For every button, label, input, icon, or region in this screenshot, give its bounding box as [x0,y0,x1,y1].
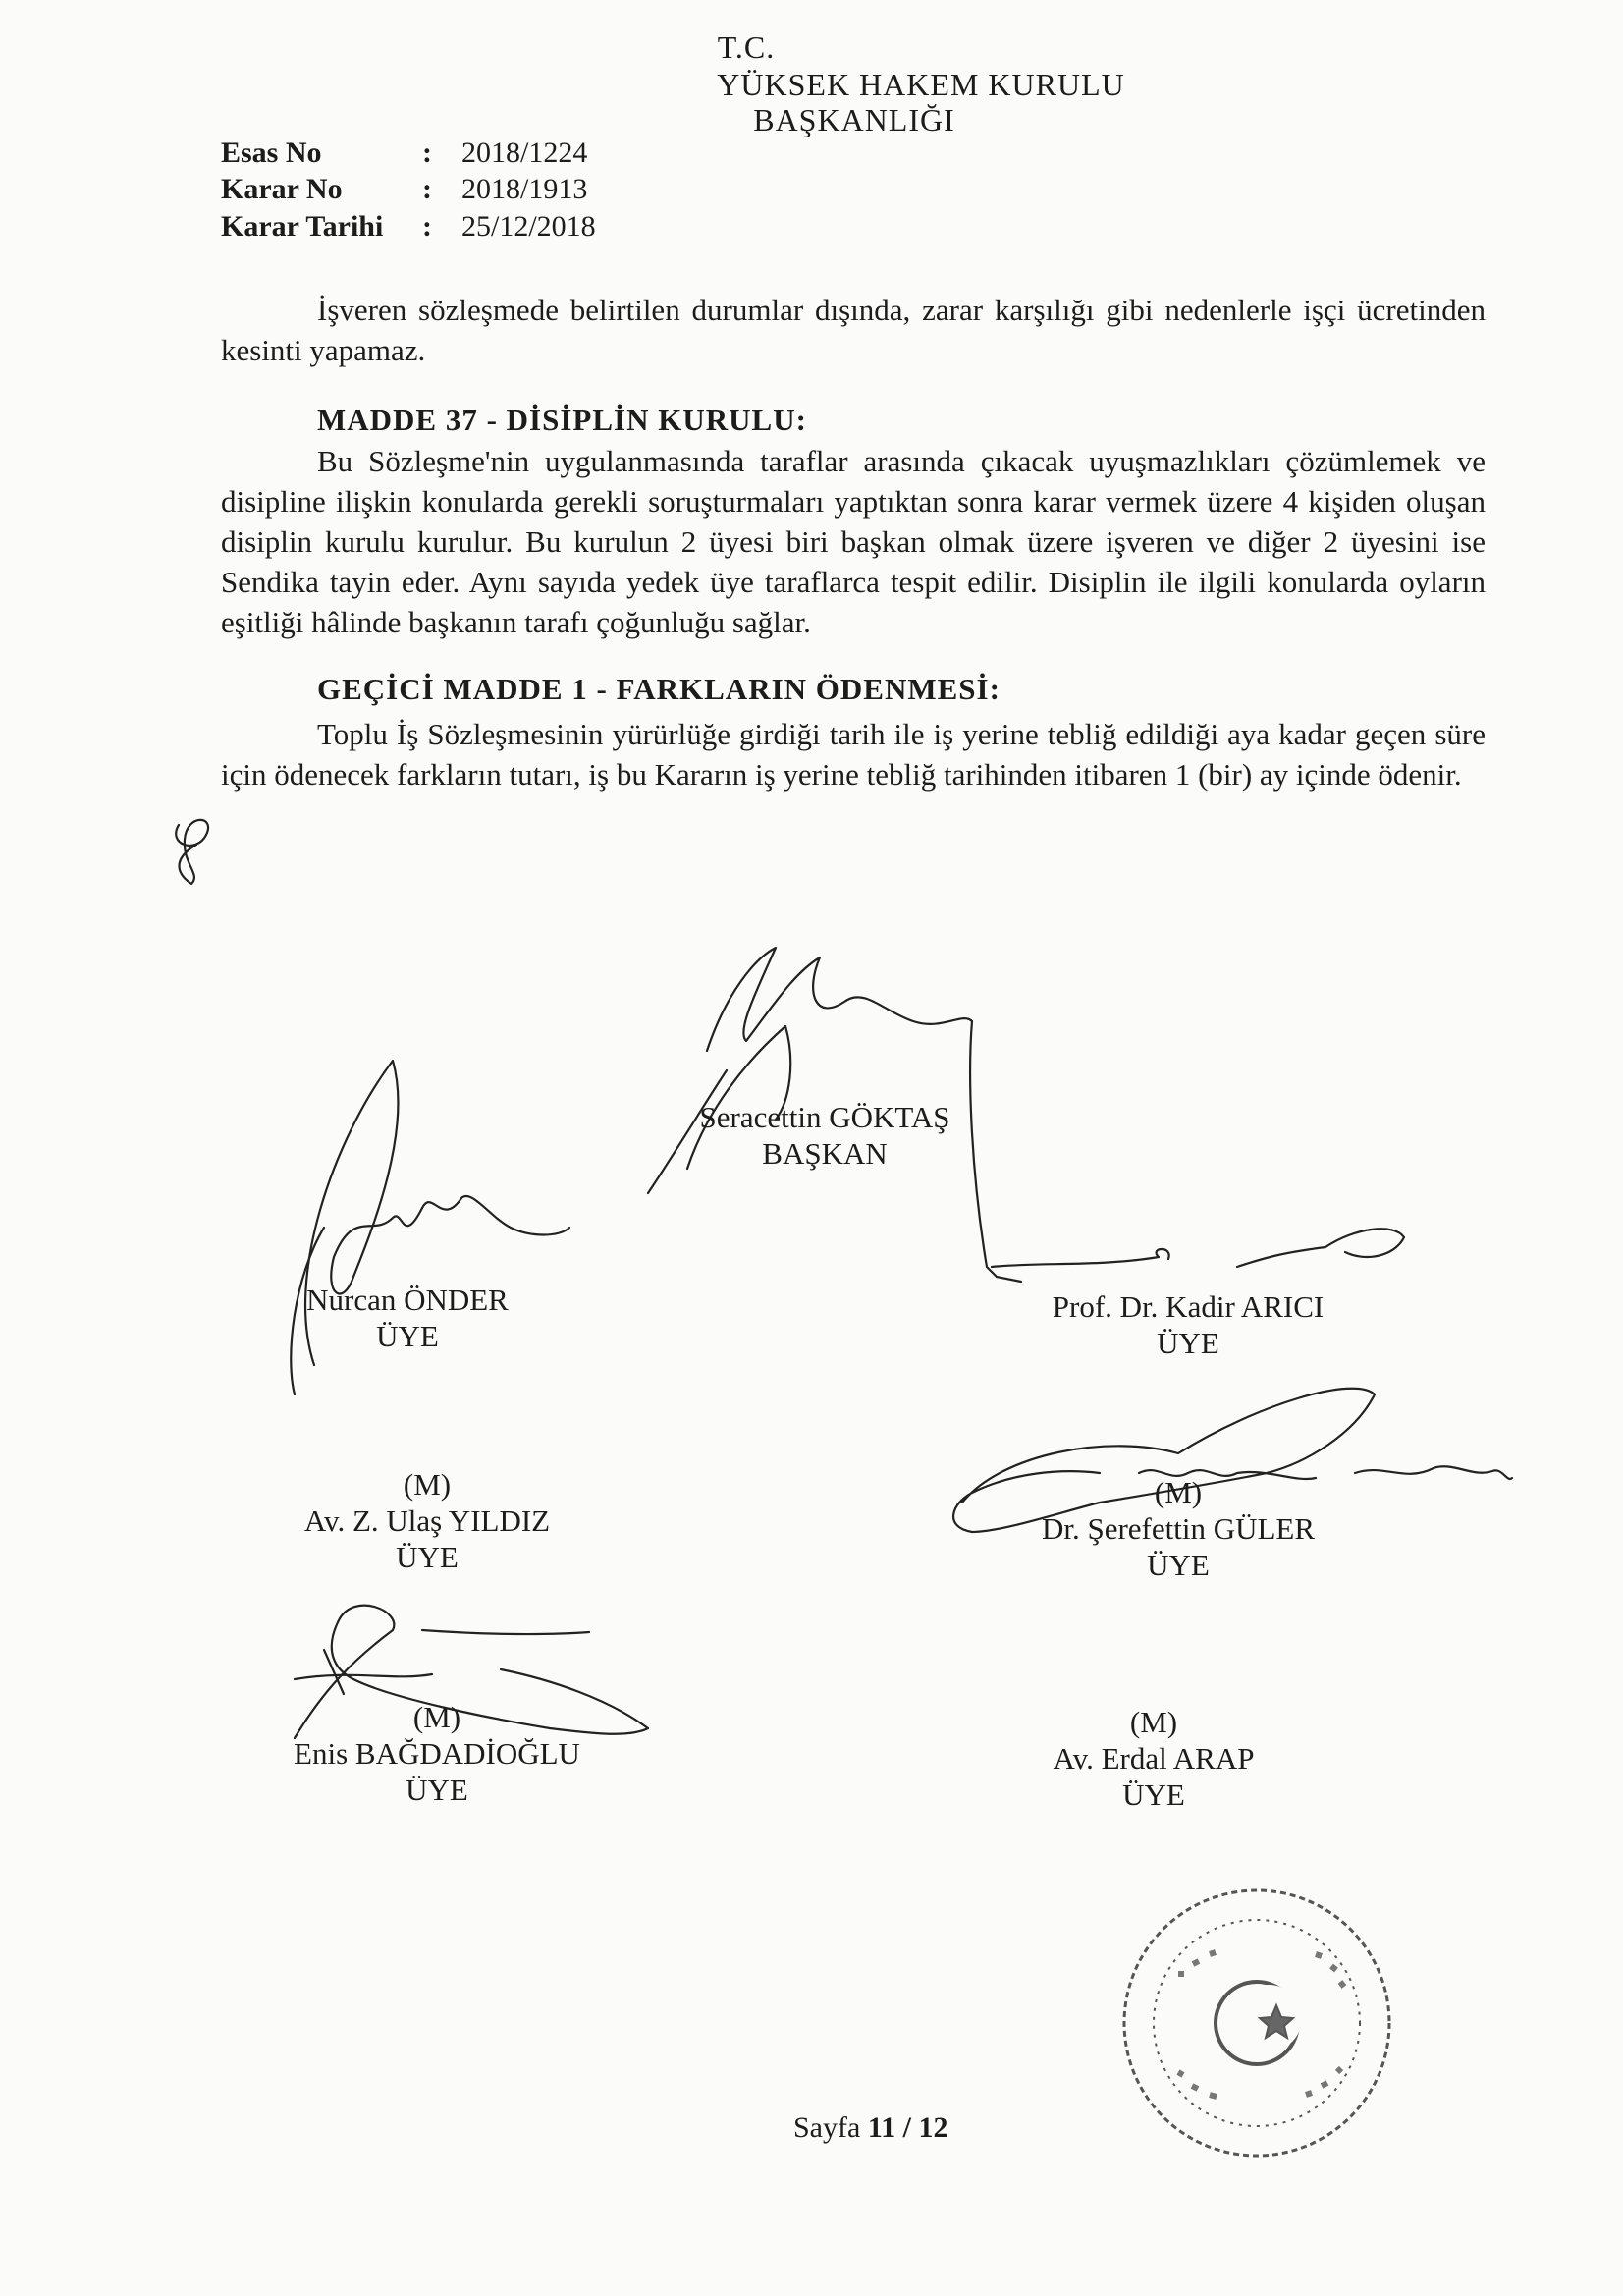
temp-article-1-text: Toplu İş Sözleşmesinin yürürlüğe girdiği tarih ile iş yerine tebliğ edildiği aya kadar geçen süre için ödenecek farkların tutarı, iş bu Kararın iş yerine tebliğ tarihinden itibaren 1 (bir) ay içinde ödenir. [221,717,1486,792]
signatory-role: ÜYE [406,1773,468,1807]
official-seal [1124,1890,1389,2156]
signatory-chair [677,1099,972,1172]
article-37-heading: MADDE 37 - DİSİPLİN KURULU: [317,403,807,437]
signatory-name: Enis BAĞDADİOĞLU [294,1736,580,1771]
margin-initials [176,820,208,884]
signatory-member3 [275,1466,579,1575]
signatory-member2 [1021,1288,1355,1361]
signatory-member5 [285,1699,589,1808]
signatory-name: Prof. Dr. Kadir ARICI [1052,1289,1325,1324]
signatory-name: Seracettin GÖKTAŞ [699,1100,950,1134]
signatory-mark: (M) [1129,1705,1178,1739]
meta-karar-no: Karar No : 2018/1913 [221,173,588,205]
header-institution: YÜKSEK HAKEM KURULU [717,67,1125,102]
signatory-role: ÜYE [1147,1548,1210,1582]
signatory-member1 [265,1282,550,1354]
signatory-name: Av. Z. Ulaş YILDIZ [303,1503,551,1538]
header-tc: T.C. [717,29,776,65]
signature-member2 [1237,1229,1404,1267]
signatory-name: Nurcan ÖNDER [306,1283,509,1317]
meta-esas-no: Esas No : 2018/1224 [221,137,588,169]
signatory-role: ÜYE [1122,1777,1185,1812]
intro-paragraph: İşveren sözleşmede belirtilen durumlar dışında, zarar karşılığı gibi nedenlerle işçi ücretinden kesinti yapamaz. [221,293,1486,367]
page-numbers: 11 / 12 [867,2111,948,2144]
header-office: BAŞKANLIĞI [753,102,955,137]
meta-value: 2018/1224 [461,137,588,169]
signatory-role: ÜYE [396,1540,459,1574]
signatory-member6 [1011,1704,1296,1813]
meta-label: Esas No [221,137,322,169]
meta-value: 25/12/2018 [461,210,596,243]
signatory-role: BAŞKAN [762,1136,888,1171]
meta-label: Karar Tarihi [221,210,384,243]
meta-value: 2018/1913 [461,173,588,205]
signatory-mark: (M) [1154,1475,1203,1509]
article-37-text: Bu Sözleşme'nin uygulanmasında taraflar arasında çıkacak uyuşmazlıkları çözümlemek ve disipline ilişkin konularda gerekli soruşturmaları yaptıktan sonra karar vermek üzere 4 kişiden oluşan disiplin kurulu kurulur. Bu kurulun 2 üyesi biri başkan olmak üzere işveren ve diğer 2 üyesini ise Sendika tayin eder. Aynı sayıda yedek üye taraflarca tespit edilir. Disiplin ile ilgili konularda oyların eşitliği hâlinde başkanın tarafı çoğunluğu sağlar. [221,444,1486,639]
signatory-name: Av. Erdal ARAP [1053,1741,1255,1776]
signatory-role: ÜYE [1157,1326,1219,1360]
page-number [793,2111,948,2145]
signatory-mark: (M) [412,1700,461,1734]
signatory-member4 [1011,1474,1345,1583]
meta-label: Karar No [221,173,343,205]
signatory-mark: (M) [403,1467,452,1502]
page-word: Sayfa [793,2111,861,2144]
signatory-role: ÜYE [376,1319,439,1353]
temp-article-1-heading: GEÇİCİ MADDE 1 - FARKLARIN ÖDENMESİ: [317,672,1001,706]
meta-karar-tarihi: Karar Tarihi : 25/12/2018 [221,210,596,243]
signatory-name: Dr. Şerefettin GÜLER [1041,1511,1316,1546]
